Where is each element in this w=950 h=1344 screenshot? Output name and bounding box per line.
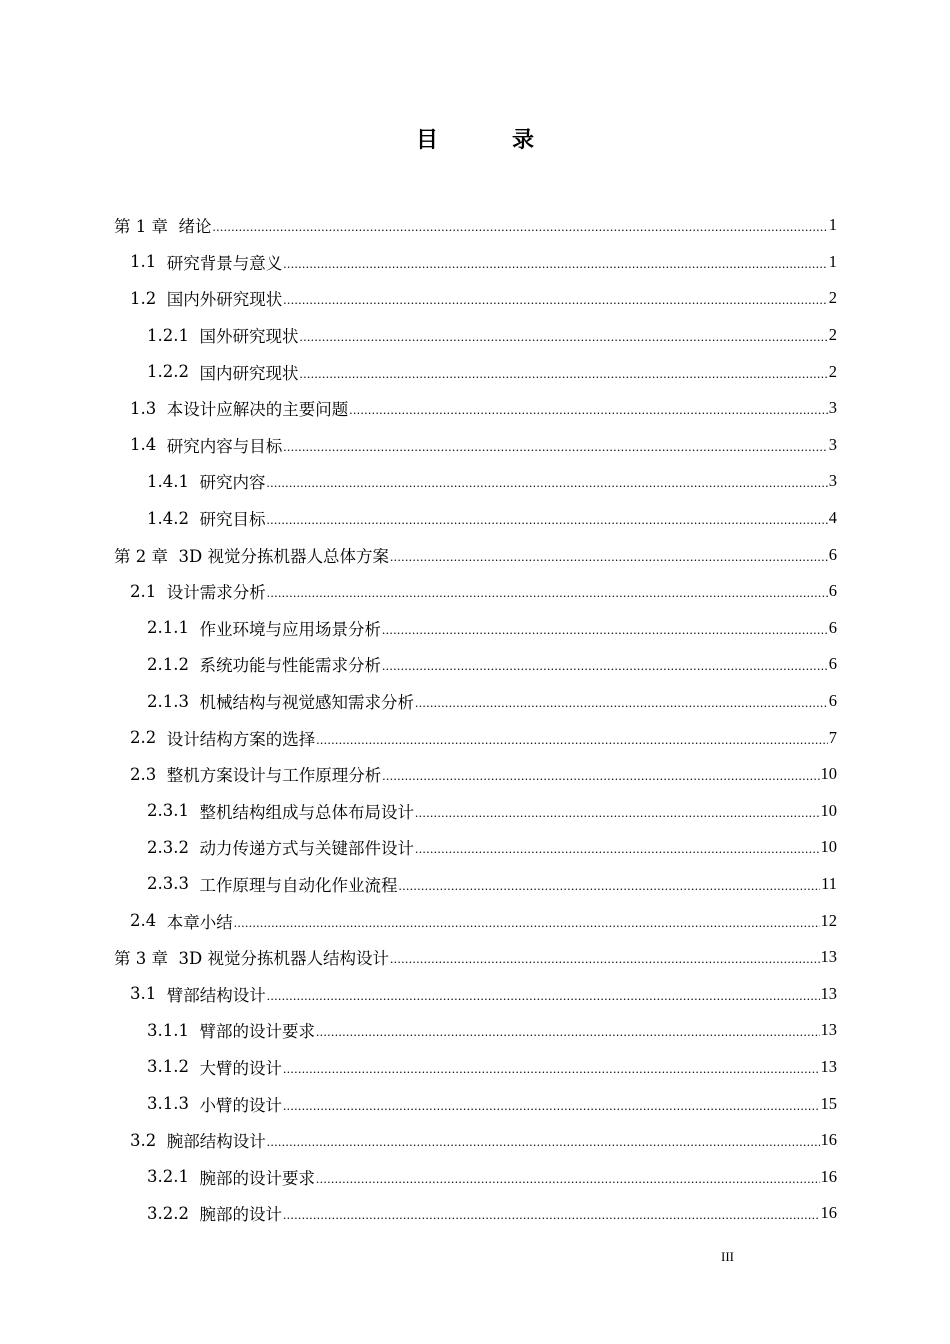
toc-chapter-entry[interactable] — [114, 536, 837, 573]
toc-entry-title: 研究背景与意义 — [166, 253, 283, 273]
toc-entry-number: 1.4.2 — [147, 508, 200, 528]
table-of-contents — [114, 207, 837, 1232]
toc-chapter-entry[interactable] — [114, 939, 837, 976]
toc-section-entry[interactable] — [114, 1158, 837, 1195]
toc-entry-page: 3 — [828, 398, 837, 418]
toc-entry-page: 1 — [828, 215, 837, 235]
toc-dot-leader — [299, 329, 827, 345]
toc-entry-title: 本设计应解决的主要问题 — [166, 400, 349, 420]
toc-section-entry[interactable] — [114, 353, 837, 390]
toc-entry-page: 2 — [828, 288, 837, 308]
toc-entry-number: 1.4.1 — [147, 471, 200, 491]
toc-section-entry[interactable] — [114, 975, 837, 1012]
toc-section-entry[interactable] — [114, 646, 837, 683]
toc-dot-leader — [316, 1024, 820, 1040]
toc-dot-leader — [398, 878, 820, 894]
toc-entry-page: 6 — [828, 654, 837, 674]
toc-entry-page: 6 — [828, 544, 837, 564]
toc-entry-number: 2.3.2 — [147, 837, 200, 857]
toc-entry-page: 10 — [820, 800, 837, 820]
toc-entry-title: 研究目标 — [199, 510, 266, 530]
toc-entry-number: 第 1 章 — [114, 217, 179, 237]
page-number-footer: III — [721, 1249, 734, 1264]
toc-section-entry[interactable] — [114, 280, 837, 317]
toc-dot-leader — [266, 512, 827, 528]
toc-entry-number: 2.1.2 — [147, 654, 200, 674]
toc-dot-leader — [283, 1098, 820, 1114]
toc-dot-leader — [415, 695, 828, 711]
toc-entry-number: 2.3.3 — [147, 874, 200, 894]
toc-entry-page: 10 — [820, 764, 837, 784]
toc-dot-leader — [234, 915, 820, 931]
toc-entry-page: 13 — [820, 1056, 837, 1076]
toc-entry-page: 13 — [820, 1020, 837, 1040]
toc-entry-number: 1.2.2 — [147, 362, 200, 382]
toc-entry-number: 第 3 章 — [114, 949, 179, 969]
toc-entry-page: 12 — [820, 910, 837, 930]
toc-dot-leader — [212, 219, 827, 235]
toc-section-entry[interactable] — [114, 463, 837, 500]
toc-section-entry[interactable] — [114, 1012, 837, 1049]
toc-entry-title: 本章小结 — [166, 912, 233, 932]
toc-dot-leader — [390, 951, 820, 967]
toc-entry-title: 小臂的设计 — [199, 1095, 282, 1115]
toc-entry-page: 16 — [820, 1130, 837, 1150]
toc-section-entry[interactable] — [114, 610, 837, 647]
toc-entry-title: 设计结构方案的选择 — [166, 729, 316, 749]
toc-entry-page: 2 — [828, 325, 837, 345]
toc-dot-leader — [283, 439, 828, 455]
toc-entry-title: 整机结构组成与总体布局设计 — [199, 802, 414, 822]
toc-entry-page: 16 — [820, 1166, 837, 1186]
toc-entry-title: 设计需求分析 — [166, 583, 266, 603]
toc-entry-page: 4 — [828, 508, 837, 528]
toc-entry-number: 3.1.1 — [147, 1020, 200, 1040]
toc-dot-leader — [299, 366, 827, 382]
toc-entry-number: 3.1.2 — [147, 1057, 200, 1077]
toc-entry-title: 臂部结构设计 — [166, 985, 266, 1005]
toc-entry-title: 国内研究现状 — [199, 363, 299, 383]
toc-entry-number: 3.2.2 — [147, 1203, 200, 1223]
toc-entry-number: 2.2 — [130, 728, 167, 748]
toc-entry-page: 16 — [820, 1203, 837, 1223]
toc-entry-title: 机械结构与视觉感知需求分析 — [199, 693, 414, 713]
toc-entry-number: 3.2.1 — [147, 1167, 200, 1187]
toc-dot-leader — [283, 292, 828, 308]
toc-entry-page: 13 — [820, 983, 837, 1003]
toc-entry-number: 2.1 — [130, 581, 167, 601]
toc-section-entry[interactable] — [114, 390, 837, 427]
toc-dot-leader — [415, 805, 820, 821]
toc-entry-page: 7 — [828, 727, 837, 747]
toc-section-entry[interactable] — [114, 829, 837, 866]
toc-section-entry[interactable] — [114, 244, 837, 281]
toc-dot-leader — [349, 402, 828, 418]
toc-dot-leader — [316, 732, 828, 748]
page-title: 目 录 — [415, 128, 560, 153]
toc-dot-leader — [382, 768, 819, 784]
toc-entry-page: 3 — [828, 434, 837, 454]
toc-entry-number: 2.1.1 — [147, 618, 200, 638]
toc-entry-number: 1.2.1 — [147, 325, 200, 345]
toc-entry-page: 11 — [821, 873, 837, 893]
toc-section-entry[interactable] — [114, 866, 837, 903]
toc-section-entry[interactable] — [114, 1195, 837, 1232]
toc-entry-number: 第 2 章 — [114, 546, 179, 566]
toc-entry-title: 研究内容与目标 — [166, 436, 283, 456]
toc-entry-page: 1 — [828, 251, 837, 271]
toc-dot-leader — [382, 622, 828, 638]
toc-entry-page: 15 — [820, 1093, 837, 1113]
toc-section-entry[interactable] — [114, 573, 837, 610]
toc-entry-title: 整机方案设计与工作原理分析 — [166, 766, 382, 786]
toc-dot-leader — [267, 1134, 820, 1150]
toc-entry-number: 2.3.1 — [147, 801, 200, 821]
toc-entry-number: 1.3 — [130, 398, 167, 418]
toc-entry-number: 2.4 — [130, 911, 167, 931]
toc-dot-leader — [415, 841, 820, 857]
toc-entry-number: 2.3 — [130, 764, 167, 784]
toc-entry-number: 3.2 — [130, 1130, 167, 1150]
toc-section-entry[interactable] — [114, 1085, 837, 1122]
toc-dot-leader — [283, 256, 828, 272]
toc-dot-leader — [266, 475, 827, 491]
toc-dot-leader — [390, 549, 828, 565]
toc-section-entry[interactable] — [114, 756, 837, 793]
toc-entry-title: 大臂的设计 — [199, 1058, 282, 1078]
toc-chapter-entry[interactable] — [114, 207, 837, 244]
toc-entry-title: 3D 视觉分拣机器人结构设计 — [178, 949, 389, 969]
toc-section-entry[interactable] — [114, 427, 837, 464]
toc-dot-leader — [382, 658, 828, 674]
toc-dot-leader — [267, 988, 820, 1004]
toc-section-entry[interactable] — [114, 500, 837, 537]
toc-entry-page: 6 — [828, 617, 837, 637]
toc-entry-title: 作业环境与应用场景分析 — [199, 619, 381, 639]
toc-entry-title: 研究内容 — [199, 473, 266, 493]
toc-entry-page: 13 — [820, 947, 837, 967]
toc-section-entry[interactable] — [114, 902, 837, 939]
toc-dot-leader — [267, 585, 828, 601]
toc-dot-leader — [283, 1207, 820, 1223]
toc-section-entry[interactable] — [114, 317, 837, 354]
toc-entry-number: 3.1 — [130, 984, 167, 1004]
toc-entry-title: 臂部的设计要求 — [199, 1022, 315, 1042]
toc-entry-title: 腕部结构设计 — [166, 1132, 266, 1152]
toc-entry-number: 1.1 — [130, 252, 167, 272]
toc-section-entry[interactable] — [114, 1049, 837, 1086]
toc-entry-number: 2.1.3 — [147, 691, 200, 711]
toc-dot-leader — [283, 1061, 820, 1077]
toc-entry-page: 10 — [820, 837, 837, 857]
toc-entry-page: 6 — [828, 581, 837, 601]
toc-entry-number: 3.1.3 — [147, 1094, 200, 1114]
toc-section-entry[interactable] — [114, 793, 837, 830]
toc-entry-title: 绪论 — [178, 217, 212, 237]
toc-dot-leader — [316, 1171, 820, 1187]
toc-section-entry[interactable] — [114, 1122, 837, 1159]
toc-entry-title: 工作原理与自动化作业流程 — [199, 875, 398, 895]
toc-section-entry[interactable] — [114, 719, 837, 756]
toc-entry-title: 腕部的设计 — [199, 1205, 282, 1225]
toc-entry-page: 6 — [828, 691, 837, 711]
toc-entry-title: 腕部的设计要求 — [199, 1168, 315, 1188]
toc-entry-title: 3D 视觉分拣机器人总体方案 — [178, 546, 389, 566]
toc-entry-number: 1.2 — [130, 288, 167, 308]
toc-entry-number: 1.4 — [130, 435, 167, 455]
toc-entry-title: 国外研究现状 — [199, 327, 299, 347]
toc-entry-title: 国内外研究现状 — [166, 290, 283, 310]
toc-entry-title: 系统功能与性能需求分析 — [199, 656, 381, 676]
toc-entry-title: 动力传递方式与关键部件设计 — [199, 839, 414, 859]
toc-section-entry[interactable] — [114, 683, 837, 720]
toc-entry-page: 2 — [828, 361, 837, 381]
toc-entry-page: 3 — [828, 471, 837, 491]
